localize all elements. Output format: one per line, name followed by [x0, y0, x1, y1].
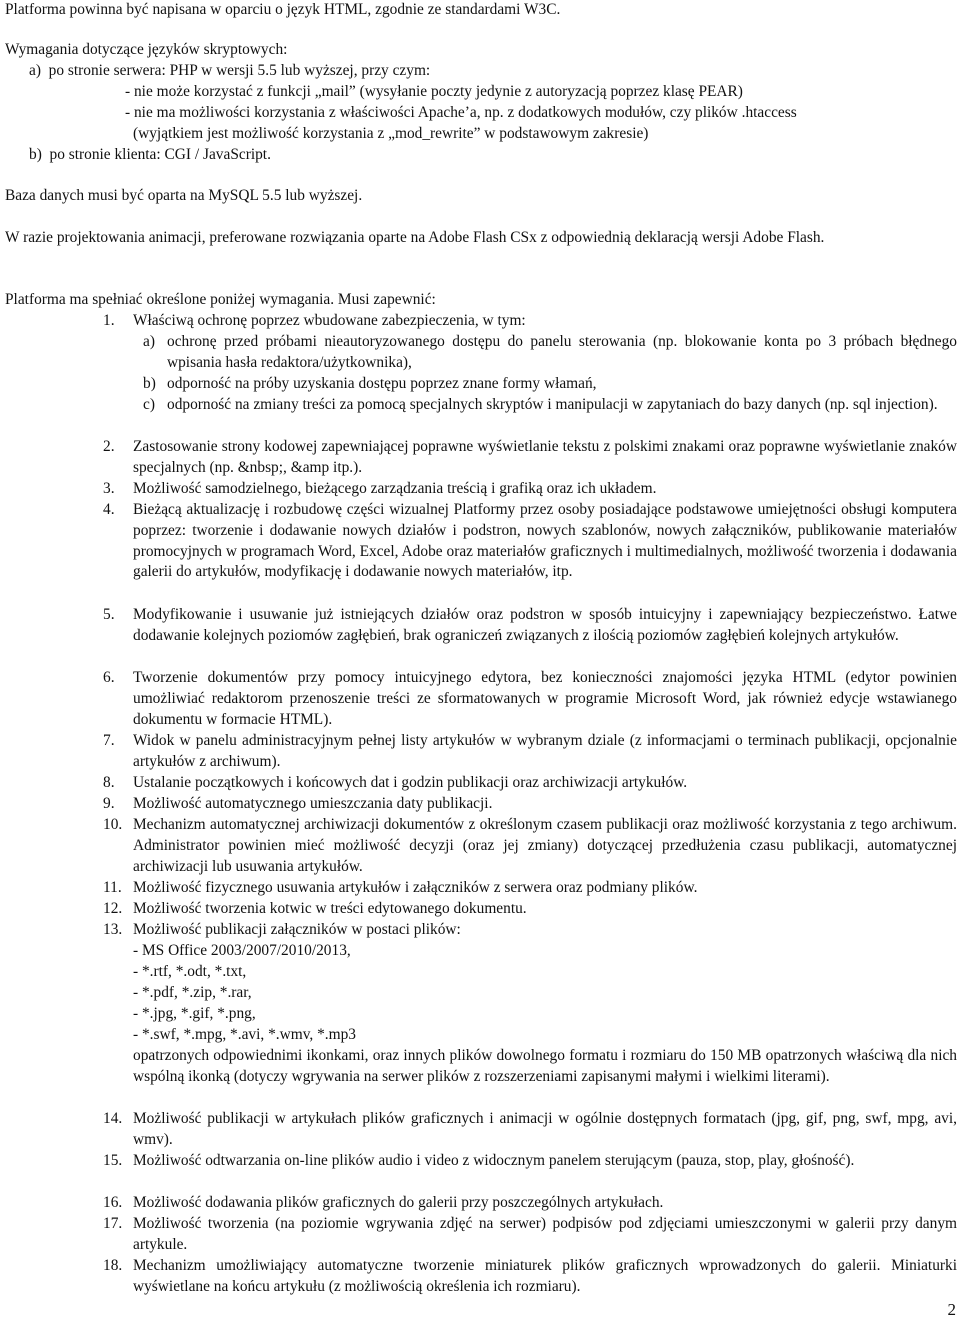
subitem-text: odporność na zmiany treści za pomocą specjalnych skryptów i manipulacji w zapytaniach do bazy danych (np. sql injection).: [167, 396, 938, 413]
item-text: Mechanizm umożliwiający automatyczne tworzenie miniaturek plików graficznych wprowadzonych do galerii. Miniaturki wyświetlane na końcu artykułu (z możliwością określenia ich rozmiaru).: [133, 1257, 957, 1295]
item-text: Możliwość odtwarzania on-line plików audio i video z widocznym panelem sterującym (pauza, stop, play, głośność).: [133, 1152, 855, 1169]
intro-paragraph: Platforma powinna być napisana w oparciu o język HTML, zgodnie ze standardami W3C.: [5, 1, 561, 18]
subitem-label: b): [143, 375, 156, 392]
server-side-item: a) po stronie serwera: PHP w wersji 5.5 lub wyższej, przy czym:: [29, 62, 431, 79]
item-number: 10.: [103, 816, 123, 833]
flash-paragraph: W razie projektowania animacji, preferowane rozwiązania oparte na Adobe Flash CSx z odpowiednią deklaracją wersji Adobe Flash.: [5, 229, 825, 246]
item-text: Możliwość samodzielnego, bieżącego zarządzania treścią i grafiką oraz ich układem.: [133, 480, 657, 497]
item-number: 9.: [103, 795, 115, 812]
item-text: Widok w panelu administracyjnym pełnej listy artykułów w wybranym dziale (z informacjami o terminach publikacji, opcjonalnie artykułów z archiwum).: [133, 732, 957, 770]
item-number: 3.: [103, 480, 115, 497]
requirements-heading: Platforma ma spełniać określone poniżej wymagania. Musi zapewnić:: [5, 291, 436, 308]
item-text: Możliwość dodawania plików graficznych do galerii przy poszczególnych artykułach.: [133, 1194, 664, 1211]
item-text: Ustalanie początkowych i końcowych dat i godzin publikacji oraz archiwizacji artykułów.: [133, 774, 688, 791]
item-continuation-text: opatrzonych odpowiednimi ikonkami, oraz innych plików dowolnego formatu i rozmiaru do 150 MB opatrzonych właściwą dla nich wspólną ikonką (dotyczy wgrywania na serwer plików z rozszerzeniami zapisanymi małymi i wielkimi literami).: [133, 1047, 957, 1085]
item-text: Możliwość tworzenia kotwic w treści edytowanego dokumentu.: [133, 900, 527, 917]
item-number: 12.: [103, 900, 123, 917]
item-number: 15.: [103, 1152, 123, 1169]
item-text: Mechanizm automatycznej archiwizacji dokumentów z określonym czasem publikacji oraz możliwość korzystania z tego archiwum. Administrator powinien mieć możliwość decyzji (oraz jej zmiany) dotyczącej przedłużenia czasu publikacji, automatycznej archiwizacji lub usuwania artykułów.: [133, 816, 957, 875]
item-number: 18.: [103, 1257, 123, 1274]
file-type-list-item: - *.pdf, *.zip, *.rar,: [133, 984, 252, 1001]
item-number: 11.: [103, 879, 122, 896]
file-type-list-item: - *.jpg, *.gif, *.png,: [133, 1005, 256, 1022]
item-number: 4.: [103, 501, 115, 518]
item-number: 13.: [103, 921, 123, 938]
item-text: Możliwość automatycznego umieszczania daty publikacji.: [133, 795, 493, 812]
subitem-text: ochronę przed próbami nieautoryzowanego dostępu do panelu sterowania (np. blokowanie konta po 3 próbach błędnego wpisania hasła redaktora/użytkownika),: [167, 333, 957, 371]
subitem-text: odporność na próby uzyskania dostępu poprzez znane formy włamań,: [167, 375, 597, 392]
item-number: 14.: [103, 1110, 123, 1127]
subitem-label: a): [143, 333, 155, 350]
server-note-3: (wyjątkiem jest możliwość korzystania z „mod_rewrite” w podstawowym zakresie): [133, 125, 649, 142]
server-note-2: - nie ma możliwości korzystania z właściwości Apache’a, np. z dodatkowych modułów, czy plików .htaccess: [125, 104, 797, 121]
item-number: 2.: [103, 438, 115, 455]
item-text: Bieżącą aktualizację i rozbudowę części wizualnej Platformy przez osoby posiadające podstawowe umiejętności obsługi komputera poprzez: tworzenie i dodawanie nowych działów i podstron, nowych szablonów, nowych załączników, publikowanie materiałów promocyjnych w programach Word, Excel, Adobe oraz materiałów graficznych i multimedialnych, możliwość tworzenia i dodawania galerii do artykułów, modyfikację i dodawanie nowych materiałów, itp.: [133, 501, 957, 581]
server-note-1: - nie może korzystać z funkcji „mail” (wysyłanie poczty jedynie z autoryzacją poprzez klasę PEAR): [125, 83, 743, 100]
item-text: Możliwość fizycznego usuwania artykułów i załączników z serwera oraz podmiany plików.: [133, 879, 698, 896]
item-text: Możliwość tworzenia (na poziomie wgrywania zdjęć na serwer) podpisów pod zdjęciami umieszczonymi w galerii przy danym artykule.: [133, 1215, 957, 1253]
item-number: 7.: [103, 732, 115, 749]
item-number: 6.: [103, 669, 115, 686]
file-type-list-item: - *.rtf, *.odt, *.txt,: [133, 963, 247, 980]
subitem-label: c): [143, 396, 155, 413]
item-text: Tworzenie dokumentów przy pomocy intuicyjnego edytora, bez konieczności znajomości języka HTML (edytor powinien umożliwiać redaktorom przenoszenie treści ze sformatowanych w programie Microsoft Word, jak również edycje wstawianego dokumentu w formacie HTML).: [133, 669, 957, 728]
file-type-list-item: - *.swf, *.mpg, *.avi, *.wmv, *.mp3: [133, 1026, 357, 1043]
item-text: Właściwą ochronę poprzez wbudowane zabezpieczenia, w tym:: [133, 312, 526, 329]
client-side-item: b) po stronie klienta: CGI / JavaScript.: [29, 146, 271, 163]
item-number: 17.: [103, 1215, 123, 1232]
item-text: Zastosowanie strony kodowej zapewniającej poprawne wyświetlanie tekstu z polskimi znakami oraz poprawne wyświetlanie znaków specjalnych (np. &nbsp;, &amp itp.).: [133, 438, 957, 476]
file-type-list-item: - MS Office 2003/2007/2010/2013,: [133, 942, 351, 959]
item-number: 8.: [103, 774, 115, 791]
item-number: 16.: [103, 1194, 123, 1211]
item-number: 1.: [103, 312, 115, 329]
scripting-heading: Wymagania dotyczące języków skryptowych:: [5, 41, 288, 58]
item-text: Możliwość publikacji załączników w postaci plików:: [133, 921, 461, 938]
item-text: Modyfikowanie i usuwanie już istniejących działów oraz podstron w sposób intuicyjny i zapewniający bezpieczeństwo. Łatwe dodawanie kolejnych poziomów zagłębień, brak ograniczeń związanych z ilością poziomów zagłębień kolejnych artykułów.: [133, 606, 957, 644]
database-paragraph: Baza danych musi być oparta na MySQL 5.5 lub wyższej.: [5, 187, 363, 204]
item-number: 5.: [103, 606, 115, 623]
page-number: 2: [947, 1300, 956, 1319]
item-text: Możliwość publikacji w artykułach plików graficznych i animacji w ogólnie dostępnych formatach (jpg, gif, png, swf, mpg, avi, wmv).: [133, 1110, 957, 1148]
